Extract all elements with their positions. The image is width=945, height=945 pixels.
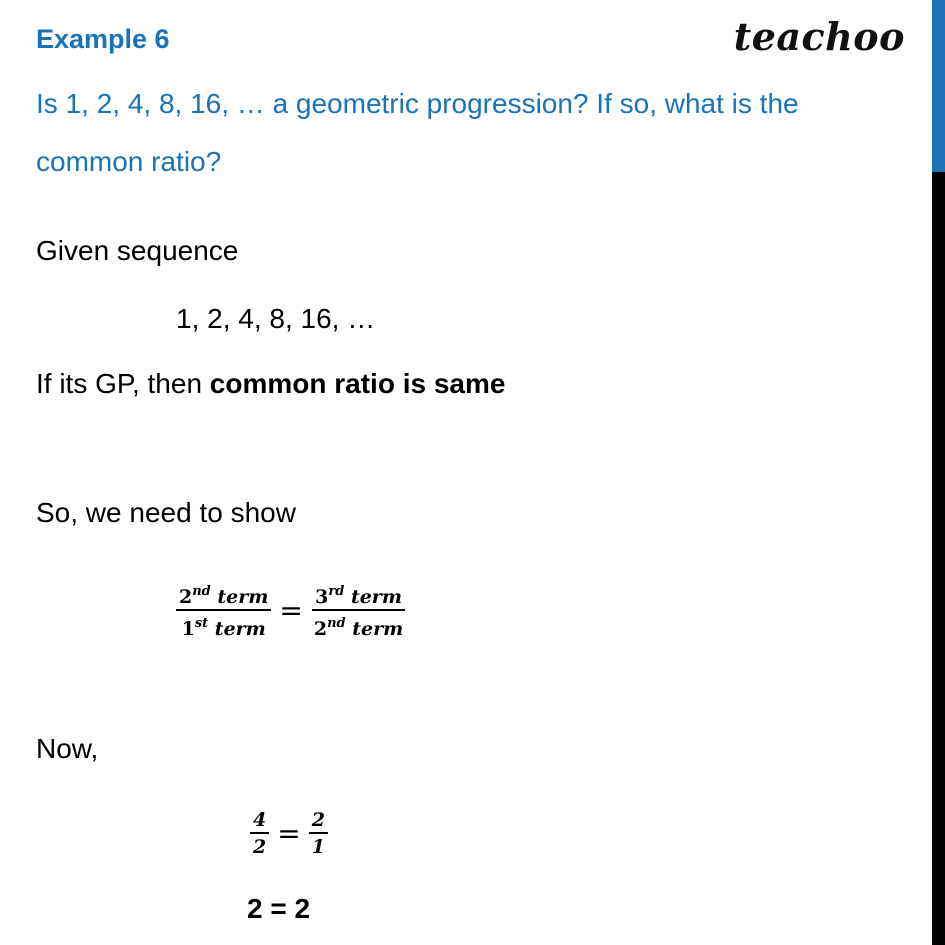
ordinal-digit: 2: [179, 586, 193, 608]
fraction-denominator: 1: [311, 836, 325, 858]
fraction-denominator: [179, 611, 269, 641]
now-label: Now,: [36, 733, 99, 764]
given-sequence-label: Given sequence: [36, 235, 239, 266]
ordinal-suffix: nd: [192, 584, 211, 599]
ordinal-suffix: st: [194, 616, 209, 631]
gp-statement-prefix: If its GP, then: [36, 368, 210, 399]
fraction-numerator: [312, 580, 405, 611]
fraction-denominator: 2: [253, 836, 267, 858]
term-word: term: [344, 586, 402, 608]
gp-statement: [36, 368, 505, 400]
term-word: term: [345, 618, 404, 640]
ordinal-suffix: nd: [327, 616, 346, 631]
ordinal-digit: 1: [181, 618, 195, 640]
question-line-2: common ratio?: [36, 146, 222, 177]
scrollbar-thumb[interactable]: [932, 0, 945, 172]
fraction-numerator: 2: [309, 808, 328, 834]
ordinal-digit: 2: [313, 618, 328, 640]
fraction-four-over-two: [250, 808, 269, 859]
term-word: term: [210, 586, 269, 608]
fraction-third-over-second: [311, 580, 406, 641]
scrollbar-track[interactable]: [932, 0, 945, 945]
fraction-numerator: 4: [250, 808, 269, 834]
gp-statement-bold: common ratio is same: [209, 368, 506, 399]
question-line-1: Is 1, 2, 4, 8, 16, … a geometric progression? If so, what is the: [36, 88, 799, 119]
fraction-numerator: [176, 580, 271, 611]
teachoo-logo: teachoo: [733, 14, 905, 59]
numeric-check: [250, 808, 328, 859]
example-title: Example 6: [36, 24, 170, 54]
ordinal-digit: 3: [315, 586, 329, 608]
fraction-two-over-one: [309, 808, 328, 859]
term-word: term: [208, 618, 266, 640]
show-label: So, we need to show: [36, 497, 296, 528]
result-equation: 2 = 2: [247, 893, 311, 924]
ratio-formula: [176, 580, 406, 641]
fraction-second-over-first: [176, 580, 271, 641]
ordinal-suffix: rd: [328, 584, 345, 599]
equals-sign: =: [277, 817, 301, 850]
fraction-denominator: [311, 611, 406, 641]
equals-sign: =: [279, 594, 303, 627]
sequence-values: 1, 2, 4, 8, 16, …: [176, 303, 376, 334]
